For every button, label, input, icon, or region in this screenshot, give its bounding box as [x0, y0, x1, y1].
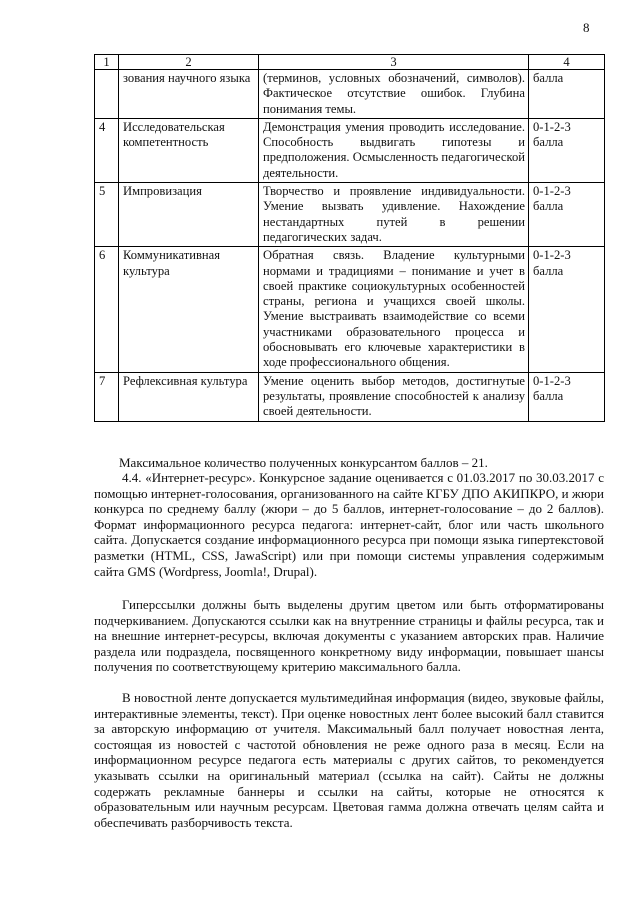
criterion-name: зования научного языка — [119, 70, 259, 119]
header-cell-description: 3 — [259, 55, 529, 70]
table-row — [95, 247, 605, 372]
criterion-score: 0-1-2-3 балла — [529, 372, 605, 421]
table-row — [95, 183, 605, 247]
paragraph-text: В новостной ленте допускается мультимедийная информация (видео, звуковые файлы, интерактивные элементы, текст). При оценке новостных лент более высокий балл ставится за авторскую информацию от учителя. Максимальный балл получает новостная лента, состоящая из новостей с частотой обновления не реже одного раза в месяц. Если на информационном ресурсе педагога есть материалы с других сайтов, то рекомендуется указывать ссылки на оригинальный материал (ссылка на сайт). Сайты не должны содержать рекламные баннеры и ссылки на сайты, которые не относятся к образовательным или научным ресурсам. Цветовая гамма должна отвечать целям сайта и обеспечивать разборчивость текста. — [94, 690, 604, 830]
criterion-description: Умение оценить выбор методов, достигнутые результаты, проявление способностей к анализу своей деятельности. — [259, 372, 529, 421]
section-4-4-paragraph — [94, 470, 604, 579]
criterion-score: 0-1-2-3 балла — [529, 183, 605, 247]
hyperlinks-paragraph — [94, 597, 604, 675]
table-row — [95, 118, 605, 182]
header-cell-criterion: 2 — [119, 55, 259, 70]
criterion-name: Импровизация — [119, 183, 259, 247]
criterion-name: Исследовательская компетентность — [119, 118, 259, 182]
row-number: 5 — [95, 183, 119, 247]
row-number: 6 — [95, 247, 119, 372]
criterion-description: Демонстрация умения проводить исследование. Способность выдвигать гипотезы и предположения. Осмысленность педагогической деятельности. — [259, 118, 529, 182]
criteria-table — [94, 54, 605, 422]
row-number: 4 — [95, 118, 119, 182]
news-feed-paragraph — [94, 690, 604, 830]
paragraph-text: 4.4. «Интернет-ресурс». Конкурсное задание оценивается с 01.03.2017 по 30.03.2017 с помощью интернет-голосования, организованного на сайте КГБУ ДПО АКИПКРО, и жюри конкурса по среднему баллу (жюри – до 5 баллов, интернет-голосование – до 2 баллов). Формат информационного ресурса педагога: интернет-сайт, блог или часть школьного сайта. Допускается создание информационного ресурса при помощи языка гипертекстовой разметки (HTML, CSS, JawaScript) или при помощи системы управления содержимым сайта GMS (Wordpress, Joomla!, Drupal). — [94, 470, 604, 579]
table-row — [95, 70, 605, 119]
criterion-description: Обратная связь. Владение культурными нормами и традициями – понимание и учет в своей практике социокультурных особенностей страны, региона и учащихся своей школы. Умение выстраивать взаимодействие со всеми участниками образовательного процесса и обосновывать его ключевые характеристики в ходе профессионального общения. — [259, 247, 529, 372]
header-cell-num: 1 — [95, 55, 119, 70]
paragraph-text: Гиперссылки должны быть выделены другим цветом или быть отформатированы подчеркиванием. Допускаются ссылки как на внутренние страницы и файлы ресурса, так и на внешние интернет-ресурсы, включая документы с указанием авторских прав. Наличие раздела или подраздела, посвященного конкретному виду информации, повышает шансы получения по соответствующему критерию максимального балла. — [94, 597, 604, 675]
criterion-score: 0-1-2-3 балла — [529, 118, 605, 182]
criterion-name: Рефлексивная культура — [119, 372, 259, 421]
row-number: 7 — [95, 372, 119, 421]
criterion-score: 0-1-2-3 балла — [529, 247, 605, 372]
header-cell-score: 4 — [529, 55, 605, 70]
max-score-line: Максимальное количество полученных конкурсантом баллов – 21. — [119, 455, 488, 470]
table-row — [95, 372, 605, 421]
criterion-description: Творчество и проявление индивидуальности. Умение вызвать удивление. Нахождение нестандартных путей в решении педагогических задач. — [259, 183, 529, 247]
row-number — [95, 70, 119, 119]
criterion-description: (терминов, условных обозначений, символов). Фактическое отсутствие ошибок. Глубина понимания темы. — [259, 70, 529, 119]
page-number: 8 — [583, 20, 590, 35]
criterion-name: Коммуникативная культура — [119, 247, 259, 372]
criterion-score: балла — [529, 70, 605, 119]
table-header-row — [95, 55, 605, 70]
